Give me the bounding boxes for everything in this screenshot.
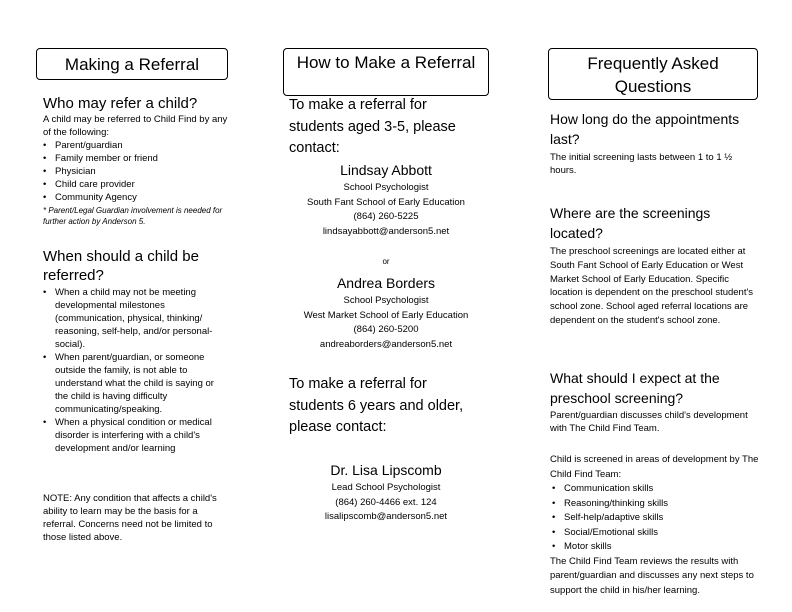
- list-item: • When parent/guardian, or someone outside the family, is not able to understand what the child is saying or the child is having difficulty communicating/speaking.: [41, 351, 223, 416]
- panel-making-referral: [36, 0, 236, 612]
- contact-role: Lead School Psychologist: [331, 482, 441, 493]
- who-intro: A child may be referred to Child Find by any of the following:: [43, 114, 228, 138]
- answer: The preschool screenings are located either at South Fant School of Early Education or West Market School of Early Education. Specific location is dependent on the preschool student's school zone. School aged referral locations are dependent on the student's school zone.: [550, 246, 754, 326]
- list-item: • Family member or friend: [41, 152, 231, 165]
- answer: Child is screened in areas of development by The Child Find Team:: [550, 454, 759, 480]
- contact-role: School Psychologist: [343, 295, 429, 306]
- list-item: • Social/Emotional skills: [550, 526, 760, 541]
- contact-phone: (864) 260-5225: [353, 211, 419, 222]
- contact-phone: (864) 260-4466 ext. 124: [335, 496, 437, 508]
- list-item: • Physician: [41, 165, 231, 178]
- contact-name: Dr. Lisa Lipscomb: [330, 462, 442, 478]
- answer: The initial screening lasts between 1 to 1 ½ hours.: [550, 152, 733, 176]
- question: What should I expect at the preschool screening?: [550, 370, 720, 406]
- contact-email[interactable]: lisalipscomb@anderson5.net: [324, 511, 448, 522]
- answer: The Child Find Team reviews the results with parent/guardian and discusses any next steps to support the child in his/her learning.: [550, 555, 754, 596]
- list-item: • Self-help/adaptive skills: [550, 511, 760, 526]
- when-list: [41, 286, 223, 455]
- panel-how-to-refer: [283, 0, 489, 612]
- list-item: • Community Agency: [41, 191, 231, 204]
- contact-school: South Fant School of Early Education: [307, 196, 465, 208]
- contact-name: Andrea Borders: [336, 275, 436, 291]
- contact-card: [283, 181, 489, 239]
- list-item: • When a child may not be meeting developmental milestones (communication, physical, thinking/ reasoning, self-help, and/or personal-social).: [41, 286, 223, 351]
- contact-email[interactable]: andreaborders@anderson5.net: [319, 338, 453, 350]
- question: Where are the screenings located?: [550, 205, 711, 241]
- answer: Parent/guardian discusses child's development with The Child Find Team.: [550, 410, 748, 434]
- panel-title: Frequently Asked Questions: [548, 48, 758, 100]
- when-heading: When should a child be referred?: [43, 248, 199, 284]
- panel-title: Making a Referral: [36, 48, 228, 80]
- contact-school: West Market School of Early Education: [303, 309, 469, 321]
- contact-phone: (864) 260-5200: [353, 324, 419, 335]
- contact-card: [283, 481, 489, 525]
- who-list: [41, 139, 231, 204]
- contact-name: Lindsay Abbott: [340, 162, 432, 178]
- list-item: • Child care provider: [41, 178, 231, 191]
- heading-ages-3-5: To make a referral for students aged 3-5, please contact:: [289, 97, 456, 156]
- who-heading: Who may refer a child?: [43, 95, 198, 112]
- question: How long do the appointments last?: [550, 111, 740, 147]
- panel-faq: [548, 0, 758, 612]
- contact-role: School Psychologist: [343, 182, 429, 193]
- contact-email[interactable]: lindsayabbott@anderson5.net: [322, 225, 450, 237]
- referral-note: NOTE: Any condition that affects a child's ability to learn may be the basis for a referral. Concerns need not be limited to those listed above.: [43, 493, 217, 543]
- involvement-note: * Parent/Legal Guardian involvement is needed for further action by Anderson 5.: [43, 206, 223, 226]
- screening-details: [550, 453, 760, 598]
- list-item: • Motor skills: [550, 540, 760, 555]
- panel-title: How to Make a Referral: [283, 48, 489, 96]
- areas-list: [550, 482, 760, 555]
- list-item: • When a physical condition or medical disorder is interfering with a child's development and/or learning: [41, 416, 223, 455]
- heading-ages-6-plus: To make a referral for students 6 years and older, please contact:: [289, 376, 464, 435]
- contact-card: [283, 294, 489, 352]
- or-separator: or: [382, 257, 390, 266]
- list-item: • Communication skills: [550, 482, 760, 497]
- list-item: • Parent/guardian: [41, 139, 231, 152]
- list-item: • Reasoning/thinking skills: [550, 497, 760, 512]
